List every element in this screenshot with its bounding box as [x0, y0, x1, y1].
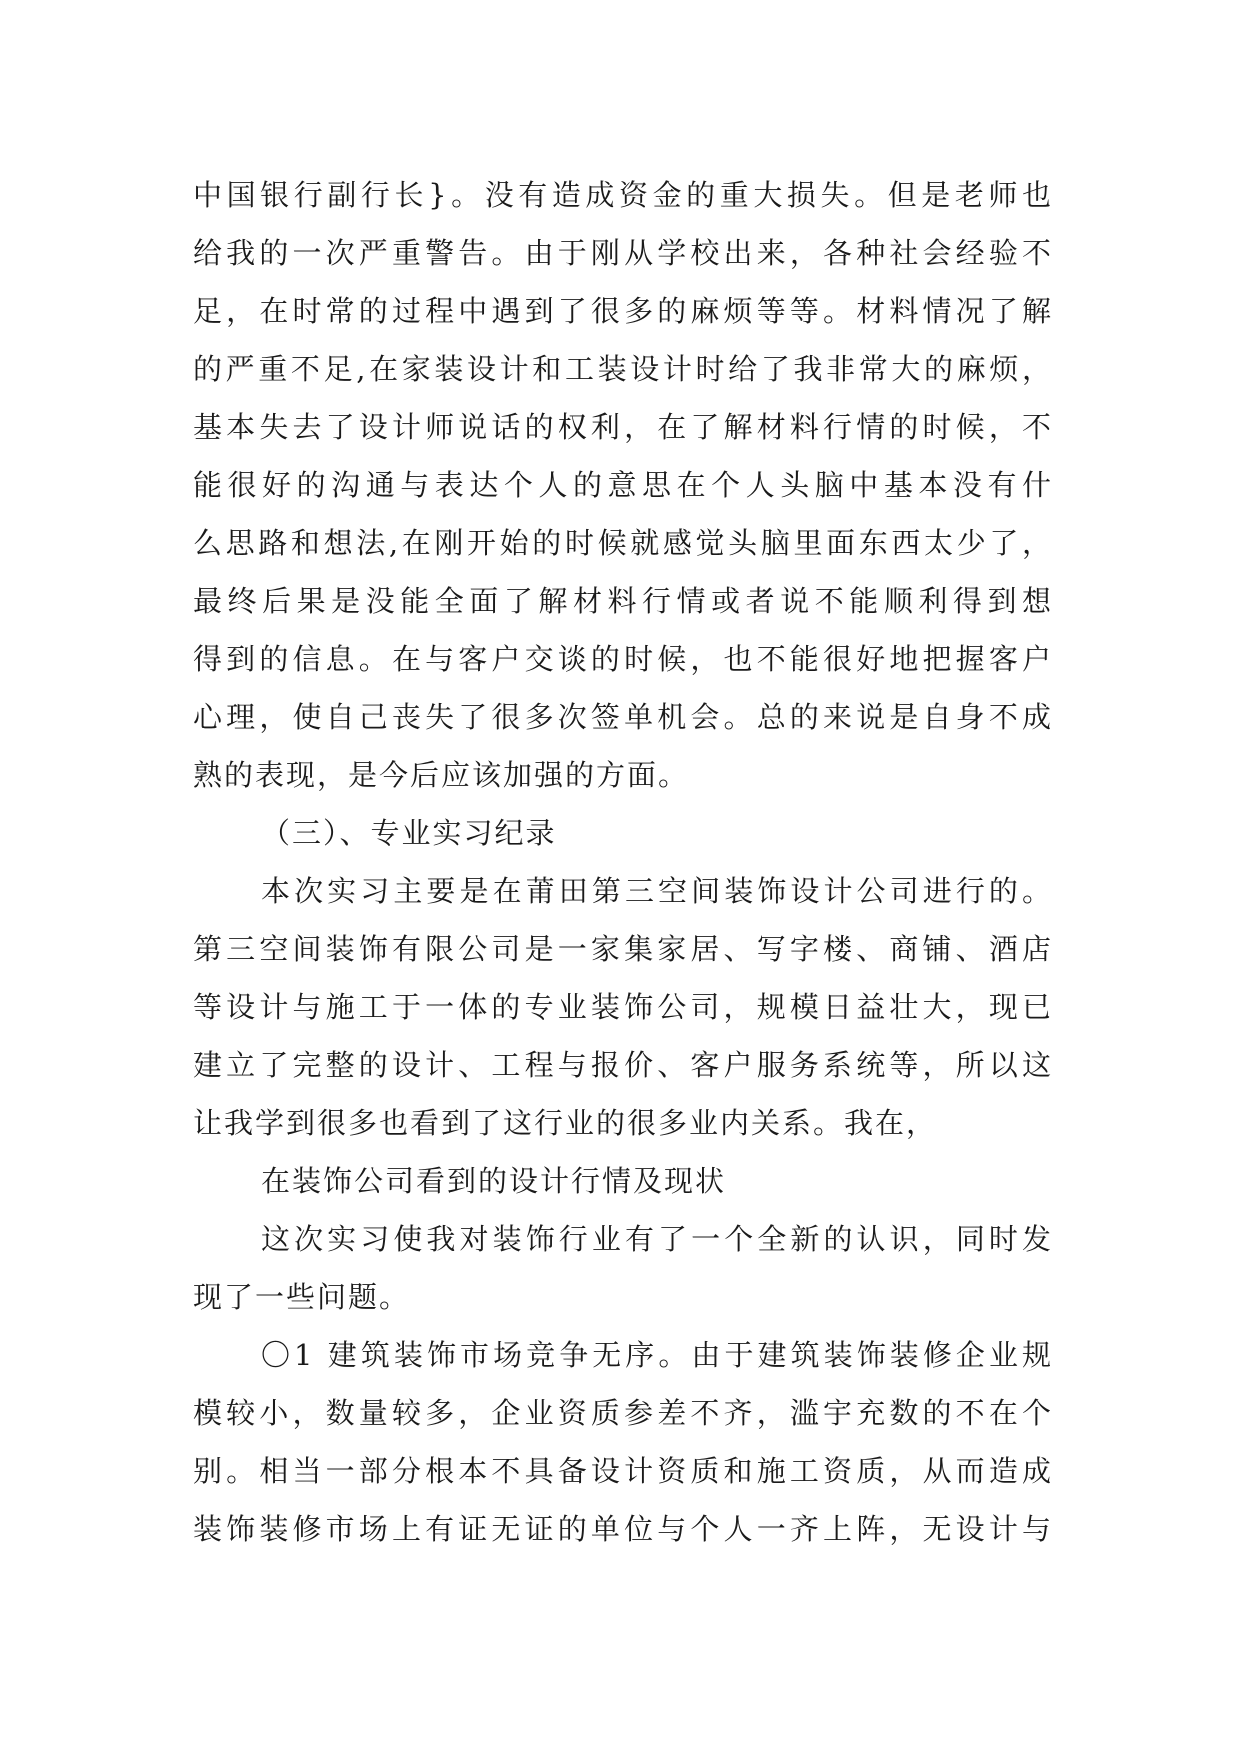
- text-line: （三）、专业实习纪录: [261, 816, 557, 850]
- text-line: 模较小，数量较多，企业资质参差不齐，滥宇充数的不在个: [193, 1396, 1053, 1430]
- text-line: 的严重不足,在家装设计和工装设计时给了我非常大的麻烦，: [193, 352, 1053, 386]
- text-line: 现了一些问题。: [193, 1280, 411, 1314]
- text-line: 中国银行副行长}。没有造成资金的重大损失。但是老师也: [193, 178, 1053, 212]
- text-line: 得到的信息。在与客户交谈的时候，也不能很好地把握客户: [193, 642, 1053, 676]
- text-line: 最终后果是没能全面了解材料行情或者说不能顺利得到想: [193, 584, 1053, 618]
- text-line: 本次实习主要是在莆田第三空间装饰设计公司进行的。: [261, 874, 1053, 908]
- text-line: 〇1 建筑装饰市场竞争无序。由于建筑装饰装修企业规: [261, 1338, 1053, 1372]
- body-text: [193, 166, 1053, 1558]
- text-line: 足，在时常的过程中遇到了很多的麻烦等等。材料情况了解: [193, 294, 1053, 328]
- text-line: 么思路和想法,在刚开始的时候就感觉头脑里面东西太少了，: [193, 526, 1053, 560]
- text-line: 这次实习使我对装饰行业有了一个全新的认识，同时发: [261, 1222, 1053, 1256]
- text-line: 心理，使自己丧失了很多次签单机会。总的来说是自身不成: [193, 700, 1053, 734]
- text-line: 基本失去了设计师说话的权利，在了解材料行情的时候，不: [193, 410, 1053, 444]
- text-line: 让我学到很多也看到了这行业的很多业内关系。我在，: [193, 1106, 938, 1140]
- text-line: 等设计与施工于一体的专业装饰公司，规模日益壮大，现已: [193, 990, 1053, 1024]
- text-line: 能很好的沟通与表达个人的意思在个人头脑中基本没有什: [193, 468, 1053, 502]
- text-line: 给我的一次严重警告。由于刚从学校出来，各种社会经验不: [193, 236, 1053, 270]
- text-line: 第三空间装饰有限公司是一家集家居、写字楼、商铺、酒店: [193, 932, 1053, 966]
- text-line: 别。相当一部分根本不具备设计资质和施工资质，从而造成: [193, 1454, 1053, 1488]
- text-line: 熟的表现，是今后应该加强的方面。: [193, 758, 690, 792]
- text-line: 建立了完整的设计、工程与报价、客户服务系统等，所以这: [193, 1048, 1053, 1082]
- text-line: 装饰装修市场上有证无证的单位与个人一齐上阵，无设计与: [193, 1512, 1053, 1546]
- text-line: 在装饰公司看到的设计行情及现状: [261, 1164, 727, 1198]
